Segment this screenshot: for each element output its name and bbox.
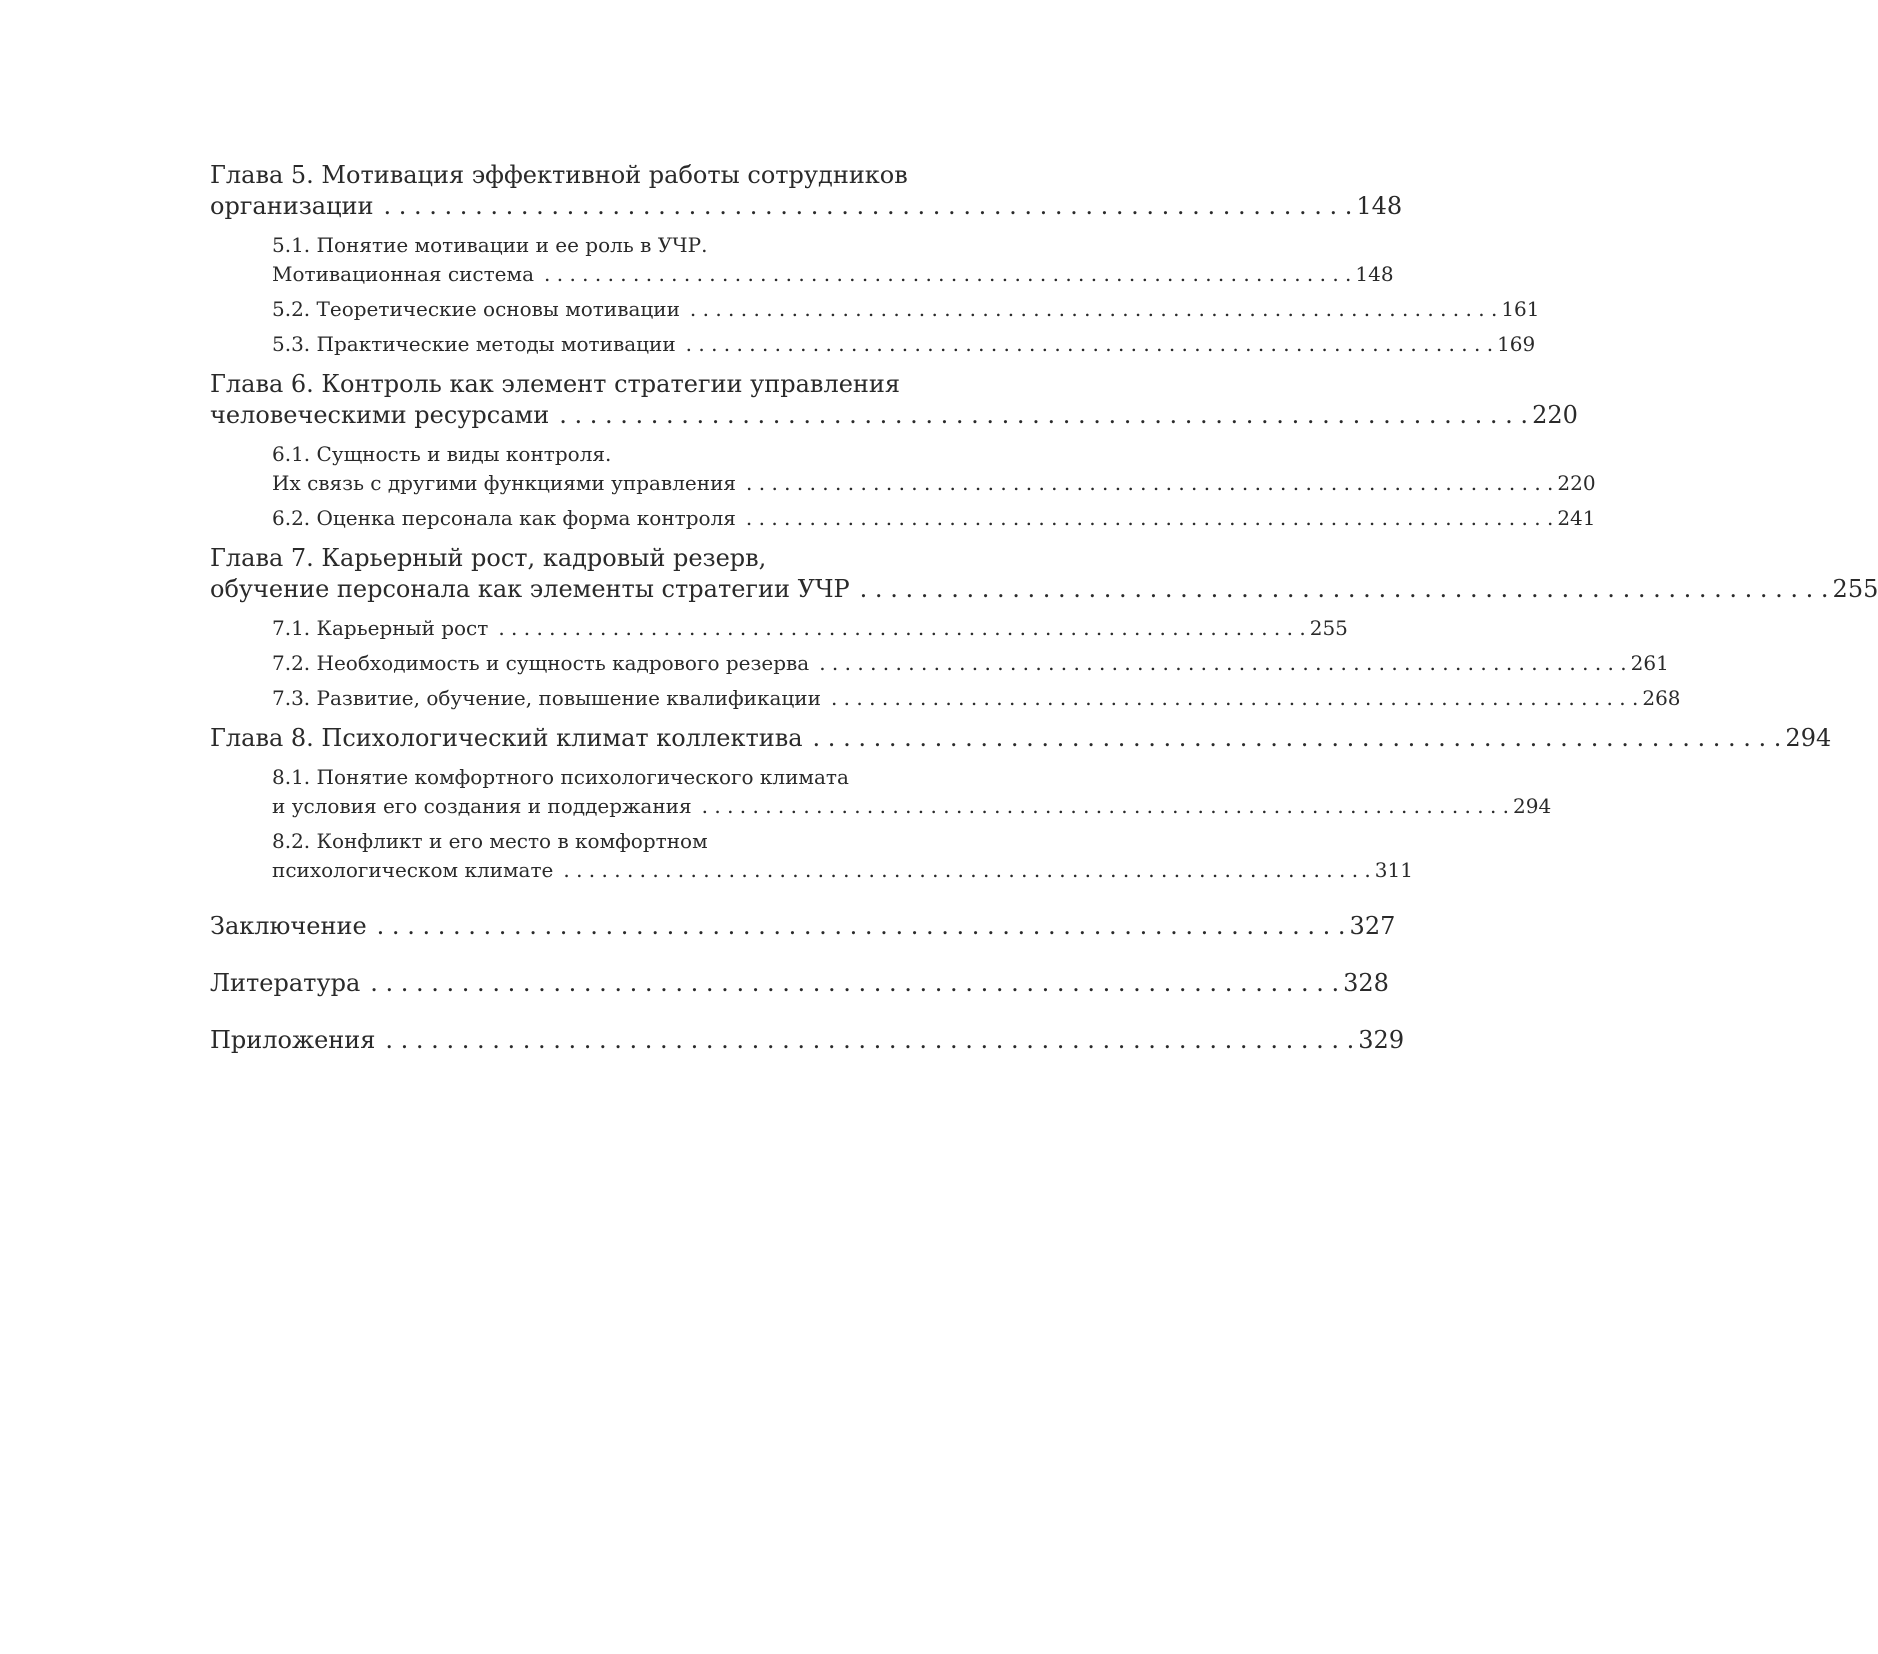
entry-title: Заключение [210, 912, 367, 940]
page-number: 268 [1642, 686, 1681, 710]
dot-leader: . . . . . . . . . . . . . . . . . . . . . . . . . . . . . . . . . . . . . . . . . . . . . . . . . . . . . . . . . . . . . . . . [544, 262, 1352, 286]
page-number: 327 [1349, 912, 1396, 940]
dot-leader: . . . . . . . . . . . . . . . . . . . . . . . . . . . . . . . . . . . . . . . . . . . . . . . . . . . . . . . . . . . . . . . . [563, 858, 1371, 882]
section-title-line: 7.2. Необходимость и сущность кадрового резерва [272, 651, 810, 675]
section-title-line: 8.2. Конфликт и его место в комфортном [272, 829, 708, 853]
page-number: 328 [1343, 969, 1389, 997]
page-number: 148 [1356, 192, 1403, 220]
section-title-line: 8.1. Понятие комфортного психологического климата [272, 765, 849, 789]
chapter-title-line: Глава 6. Контроль как элемент стратегии управления [210, 370, 901, 398]
toc-chapter-5[interactable] [210, 160, 1403, 222]
toc-section-6-2[interactable] [272, 504, 1596, 533]
section-title-line: 5.2. Теоретические основы мотивации [272, 297, 680, 321]
toc-appendices[interactable] [210, 1025, 1405, 1056]
section-title-line: психологическом климате [272, 858, 554, 882]
page-number: 220 [1532, 401, 1578, 429]
page-number: 255 [1832, 575, 1878, 603]
dot-leader: . . . . . . . . . . . . . . . . . . . . . . . . . . . . . . . . . . . . . . . . . . . . . . . . . . . . . . . . . . . . . . . . [689, 297, 1498, 321]
section-title-line: Их связь с другими функциями управления [272, 471, 737, 495]
page-number: 161 [1501, 297, 1540, 321]
section-title-line: 5.1. Понятие мотивации и ее роль в УЧР. [272, 233, 708, 257]
toc-chapter-8[interactable] [210, 723, 1832, 754]
section-title-line: Мотивационная система [272, 262, 535, 286]
dot-leader: . . . . . . . . . . . . . . . . . . . . . . . . . . . . . . . . . . . . . . . . . . . . . . . . . . . . . . . . . . . . . . . . [685, 332, 1494, 356]
toc-chapter-7[interactable] [210, 543, 1878, 605]
chapter-title-line: организации [210, 192, 374, 220]
page-number: 220 [1557, 471, 1596, 495]
page-number: 169 [1497, 332, 1536, 356]
page-number: 255 [1309, 616, 1348, 640]
toc-section-5-2[interactable] [272, 295, 1540, 324]
toc-section-7-3[interactable] [272, 684, 1681, 713]
section-title-line: 7.3. Развитие, обучение, повышение квалификации [272, 686, 821, 710]
toc-section-7-2[interactable] [272, 649, 1669, 678]
page-number: 329 [1358, 1026, 1405, 1054]
dot-leader: . . . . . . . . . . . . . . . . . . . . . . . . . . . . . . . . . . . . . . . . . . . . . . . . . . . . . . . . . . . . . . . . [745, 506, 1554, 530]
chapter-title-line: обучение персонала как элементы стратегии УЧР [210, 575, 850, 603]
toc-literature[interactable] [210, 968, 1389, 999]
section-title-line: 5.3. Практические методы мотивации [272, 332, 676, 356]
page-number: 261 [1630, 651, 1669, 675]
dot-leader: . . . . . . . . . . . . . . . . . . . . . . . . . . . . . . . . . . . . . . . . . . . . . . . . . . . . . . . . . . . . . . . . [370, 969, 1340, 997]
dot-leader: . . . . . . . . . . . . . . . . . . . . . . . . . . . . . . . . . . . . . . . . . . . . . . . . . . . . . . . . . . . . . . . . [701, 794, 1510, 818]
dot-leader: . . . . . . . . . . . . . . . . . . . . . . . . . . . . . . . . . . . . . . . . . . . . . . . . . . . . . . . . . . . . . . . . [830, 686, 1639, 710]
page-number: 294 [1513, 794, 1552, 818]
toc-section-7-1[interactable] [272, 614, 1348, 643]
page-number: 241 [1557, 506, 1596, 530]
dot-leader: . . . . . . . . . . . . . . . . . . . . . . . . . . . . . . . . . . . . . . . . . . . . . . . . . . . . . . . . . . . . . . . . [498, 616, 1306, 640]
toc-section-5-1[interactable] [272, 231, 1394, 289]
dot-leader: . . . . . . . . . . . . . . . . . . . . . . . . . . . . . . . . . . . . . . . . . . . . . . . . . . . . . . . . . . . . . . . . [559, 401, 1529, 429]
dot-leader: . . . . . . . . . . . . . . . . . . . . . . . . . . . . . . . . . . . . . . . . . . . . . . . . . . . . . . . . . . . . . . . . [859, 575, 1829, 603]
page-number: 294 [1785, 724, 1832, 752]
dot-leader: . . . . . . . . . . . . . . . . . . . . . . . . . . . . . . . . . . . . . . . . . . . . . . . . . . . . . . . . . . . . . . . . [819, 651, 1627, 675]
entry-title: Приложения [210, 1026, 376, 1054]
entry-title: Литература [210, 969, 361, 997]
section-title-line: 6.1. Сущность и виды контроля. [272, 442, 612, 466]
page-number: 148 [1355, 262, 1394, 286]
chapter-title-line: Глава 8. Психологический климат коллектива [210, 724, 803, 752]
toc-section-8-2[interactable] [272, 827, 1413, 885]
dot-leader: . . . . . . . . . . . . . . . . . . . . . . . . . . . . . . . . . . . . . . . . . . . . . . . . . . . . . . . . . . . . . . . . [376, 912, 1346, 940]
chapter-title-line: Глава 7. Карьерный рост, кадровый резерв, [210, 544, 767, 572]
dot-leader: . . . . . . . . . . . . . . . . . . . . . . . . . . . . . . . . . . . . . . . . . . . . . . . . . . . . . . . . . . . . . . . . [383, 192, 1353, 220]
chapter-title-line: Глава 5. Мотивация эффективной работы сотрудников [210, 161, 908, 189]
section-title-line: 6.2. Оценка персонала как форма контроля [272, 506, 736, 530]
dot-leader: . . . . . . . . . . . . . . . . . . . . . . . . . . . . . . . . . . . . . . . . . . . . . . . . . . . . . . . . . . . . . . . . [746, 471, 1554, 495]
table-of-contents [210, 160, 1878, 1056]
dot-leader: . . . . . . . . . . . . . . . . . . . . . . . . . . . . . . . . . . . . . . . . . . . . . . . . . . . . . . . . . . . . . . . . [812, 724, 1782, 752]
toc-section-5-3[interactable] [272, 330, 1536, 359]
toc-section-6-1[interactable] [272, 440, 1596, 498]
chapter-title-line: человеческими ресурсами [210, 401, 550, 429]
section-title-line: 7.1. Карьерный рост [272, 616, 489, 640]
dot-leader: . . . . . . . . . . . . . . . . . . . . . . . . . . . . . . . . . . . . . . . . . . . . . . . . . . . . . . . . . . . . . . . . [385, 1026, 1355, 1054]
section-title-line: и условия его создания и поддержания [272, 794, 692, 818]
toc-section-8-1[interactable] [272, 763, 1552, 821]
toc-conclusion[interactable] [210, 911, 1396, 942]
toc-chapter-6[interactable] [210, 369, 1578, 431]
page-number: 311 [1374, 858, 1413, 882]
